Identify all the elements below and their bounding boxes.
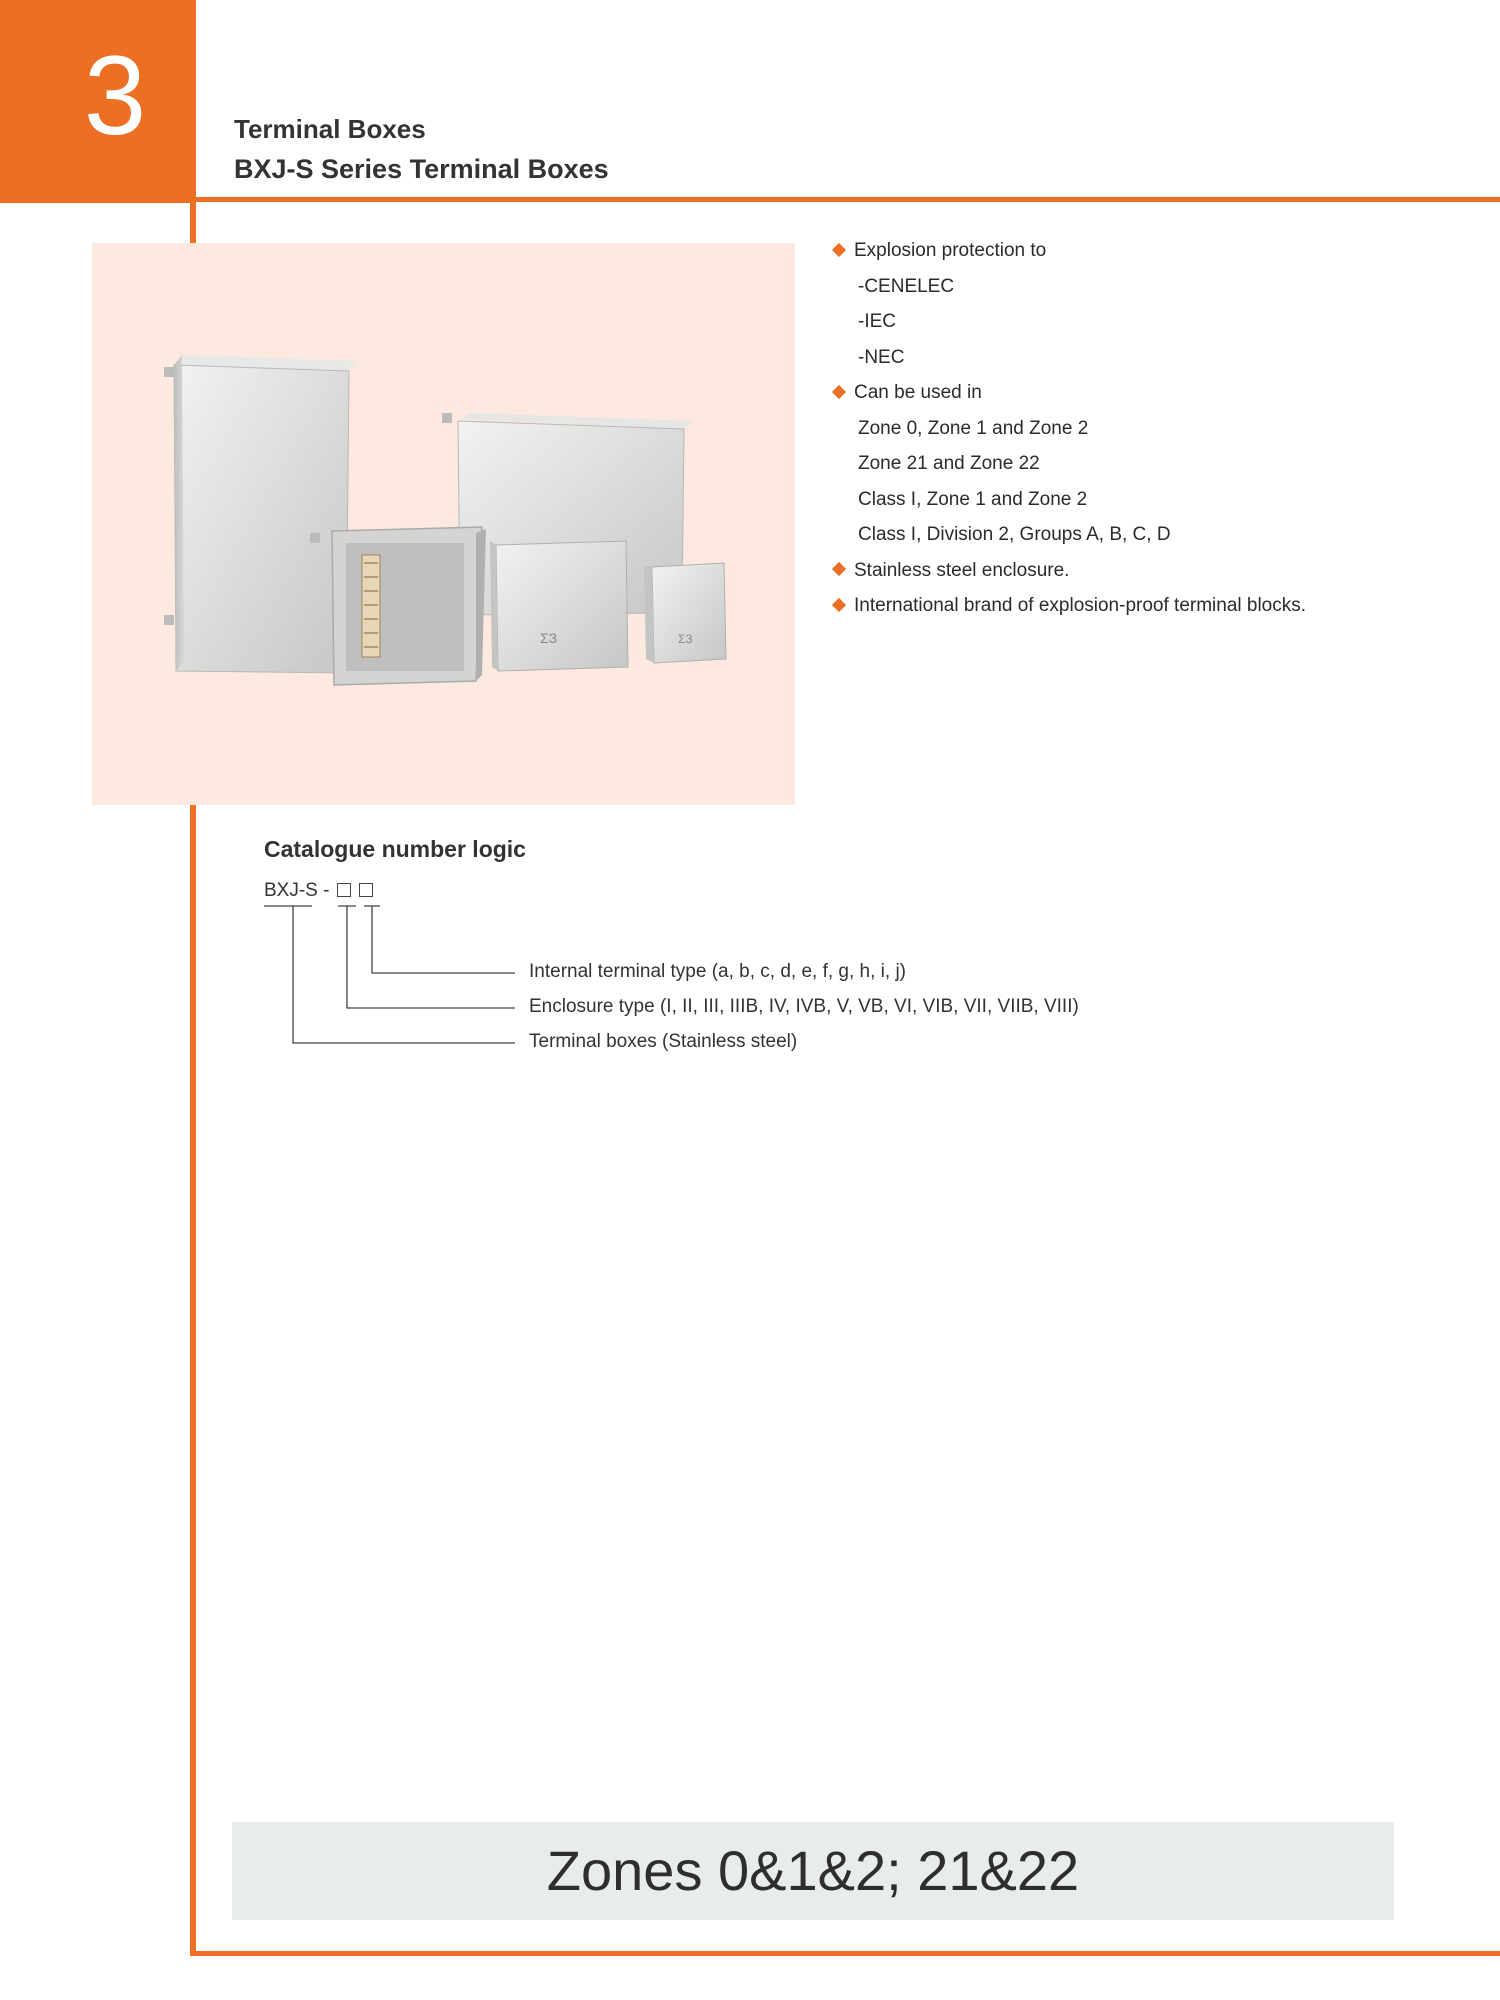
page-title: Terminal Boxes — [234, 114, 426, 144]
feature-item: Can be used in — [830, 380, 1470, 416]
feature-item: -NEC — [858, 346, 905, 368]
catalogue-code: BXJ-S - — [264, 880, 373, 902]
feature-item: Zone 0, Zone 1 and Zone 2 — [858, 417, 1089, 439]
feature-item: -CENELEC — [858, 275, 955, 297]
feature-item: Stainless steel enclosure. — [830, 558, 1470, 594]
feature-item: Explosion protection to — [830, 238, 1470, 274]
zones-text: Zones 0&1&2; 21&22 — [546, 1839, 1080, 1902]
feature-item: Class I, Division 2, Groups A, B, C, D — [858, 524, 1171, 545]
legend-enclosure-type: Enclosure type (I, II, III, IIIB, IV, IVB, V, VB, VI, VIB, VII, VIIB, VIII) — [529, 996, 1079, 1017]
feature-item: -IEC — [858, 311, 896, 332]
svg-text:ΣЗ: ΣЗ — [540, 630, 558, 646]
catalogue-title: Catalogue number logic — [264, 836, 526, 862]
feature-item: International brand of explosion-proof terminal blocks. — [830, 593, 1470, 629]
feature-item: Zone 21 and Zone 22 — [858, 453, 1040, 474]
legend-terminal-boxes: Terminal boxes (Stainless steel) — [529, 1031, 798, 1052]
svg-text:ΣЗ: ΣЗ — [678, 632, 693, 646]
feature-item: Class I, Zone 1 and Zone 2 — [858, 488, 1088, 510]
page-subtitle: BXJ-S Series Terminal Boxes — [234, 154, 609, 184]
zones-banner — [232, 1822, 1394, 1920]
chapter-number: 3 — [83, 33, 147, 158]
legend-terminal-type: Internal terminal type (a, b, c, d, e, f, g, h, i, j) — [529, 961, 906, 982]
